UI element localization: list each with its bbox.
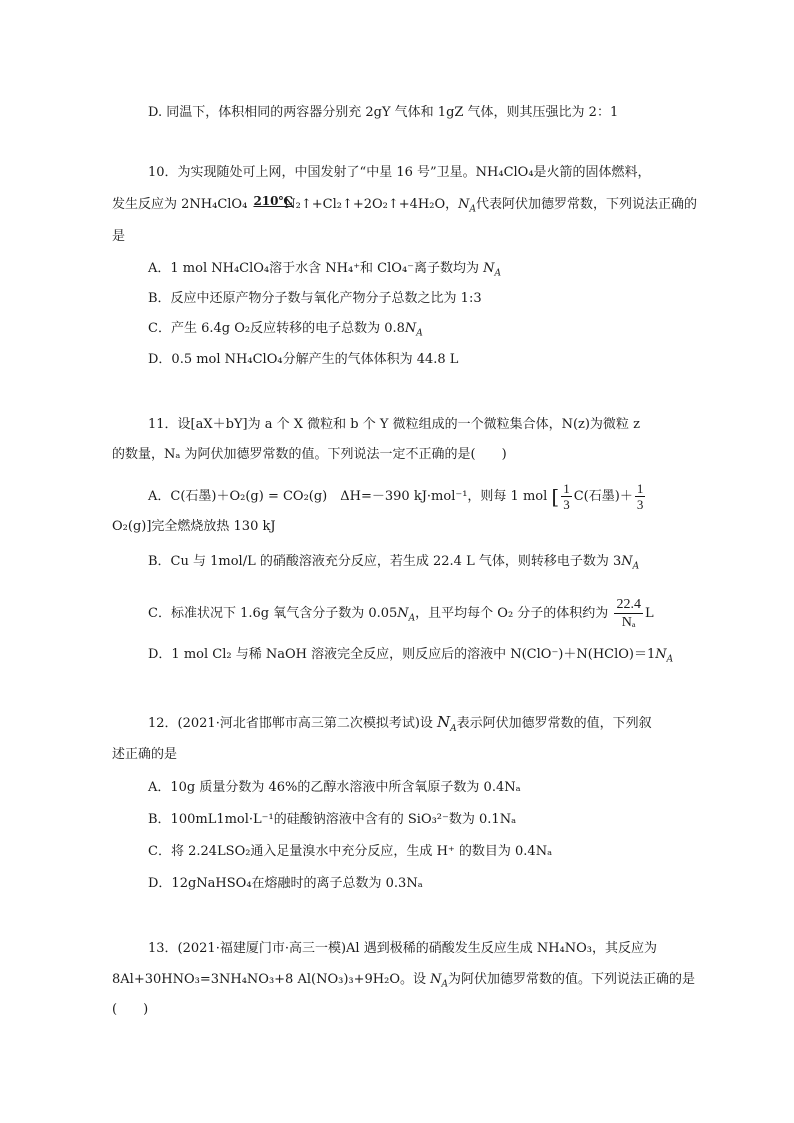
- q10-option-b: B．反应中还原产物分子数与氧化产物分子总数之比为 1:3: [148, 291, 482, 306]
- q12-option-a: A．10g 质量分数为 46%的乙醇水溶液中所含氧原子数为 0.4Nₐ: [148, 780, 521, 795]
- q10-equation-left: 发生反应为 2NH₄ClO₄: [112, 197, 248, 212]
- q10-stem-line1: 10．为实现随处可上网，中国发射了“中星 16 号”卫星。NH₄ClO₄是火箭的固体燃料，: [148, 165, 651, 180]
- q13-stem-line3: ( ): [112, 1002, 149, 1017]
- q11-volume-fraction: $\frac{22.4}{\text{Nₐ}}$: [616, 597, 641, 630]
- q12-option-b: B．100mL1mol·L⁻¹的硅酸钠溶液中含有的 SiO₃²⁻数为 0.1Nₐ: [148, 812, 517, 827]
- q11-option-b: B．Cu 与 1mol/L 的硝酸溶液充分反应，若生成 22.4 L 气体，则转移电子数为 $3N_A$: [148, 554, 640, 572]
- q10-option-d: D．0.5 mol NH₄ClO₄分解产生的气体体积为 44.8 L: [148, 352, 459, 367]
- q10-stem-tail: 代表阿伏加德罗常数，下列说法正确的: [476, 197, 698, 212]
- q11-option-d: D．1 mol Cl₂ 与稀 NaOH 溶液完全反应，则反应后的溶液中 $N(ClO^-)+N(HClO)=1N_A$: [148, 647, 674, 665]
- q10-option-c: C．产生 6.4g O₂反应转移的电子总数为 $0.8N_A$: [148, 321, 423, 339]
- q12-stem-line1: 12．(2021·河北省邯郸市高三第二次模拟考试)设 $N_A$表示阿伏加德罗常数的值，下列叙: [148, 713, 652, 734]
- q12-option-d: D．12gNaHSO₄在熔融时的离子总数为 0.3Nₐ: [148, 876, 423, 891]
- q10-stem-line3: 是: [112, 229, 126, 244]
- q11-option-c: C．标准状况下 1.6g 氧气含分子数为 $0.05N_A$，且平均每个 O₂ 分子的体积约为 $\frac{22.4}{\text{Nₐ}}$ L: [148, 597, 654, 630]
- q9-option-d: D. 同温下，体积相同的两容器分别充 2gY 气体和 1gZ 气体，则其压强比为 2：1: [148, 105, 619, 120]
- q11-option-a-cont: O₂(g)]完全燃烧放热 130 kJ: [112, 519, 276, 534]
- q11-fraction-2: $\frac{1}{3}$: [636, 481, 644, 512]
- q11-fraction-1: $\frac{1}{3}$: [563, 481, 570, 512]
- q11-option-a: A．C(石墨)＋O₂(g) = CO₂(g) ΔH=－390 kJ·mol⁻¹，则每 1 mol [ $\frac{1}{3}$ C(石墨)＋ $\frac{1}{3}$: [148, 481, 644, 512]
- q12-option-c: C．将 2.24LSO₂通入足量溴水中充分反应，生成 H⁺ 的数目为 0.4Nₐ: [148, 844, 553, 859]
- q10-reaction-condition: 210℃: [253, 194, 293, 208]
- q11-stem-line1: 11．设[aX＋bY]为 a 个 X 微粒和 b 个 Y 微粒组成的一个微粒集合体，N(z)为微粒 z: [148, 417, 640, 432]
- q10-na-symbol: $N_A$: [458, 197, 477, 215]
- q13-stem-line1: 13．(2021·福建厦门市·高三一模)Al 遇到极稀的硝酸发生反应生成 NH₄NO₃，其反应为: [148, 941, 658, 956]
- q11-stem-line2: 的数量，Nₐ 为阿伏加德罗常数的值。下列说法一定不正确的是( ): [112, 447, 507, 462]
- q10-option-a: A．1 mol NH₄ClO₄溶于水含 NH₄⁺和 ClO₄⁻离子数均为 $N_A$: [148, 261, 502, 279]
- q13-stem-line2: 8Al+30HNO₃=3NH₄NO₃+8 Al(NO₃)₃+9H₂O。设 $N_A$为阿伏加德罗常数的值。下列说法正确的是: [112, 972, 695, 990]
- q10-stem-line2: [112, 196, 697, 214]
- q10-equation-right: N₂↑+Cl₂↑+2O₂↑+4H₂O，: [284, 197, 459, 212]
- q12-stem-line2: 述正确的是: [112, 747, 178, 762]
